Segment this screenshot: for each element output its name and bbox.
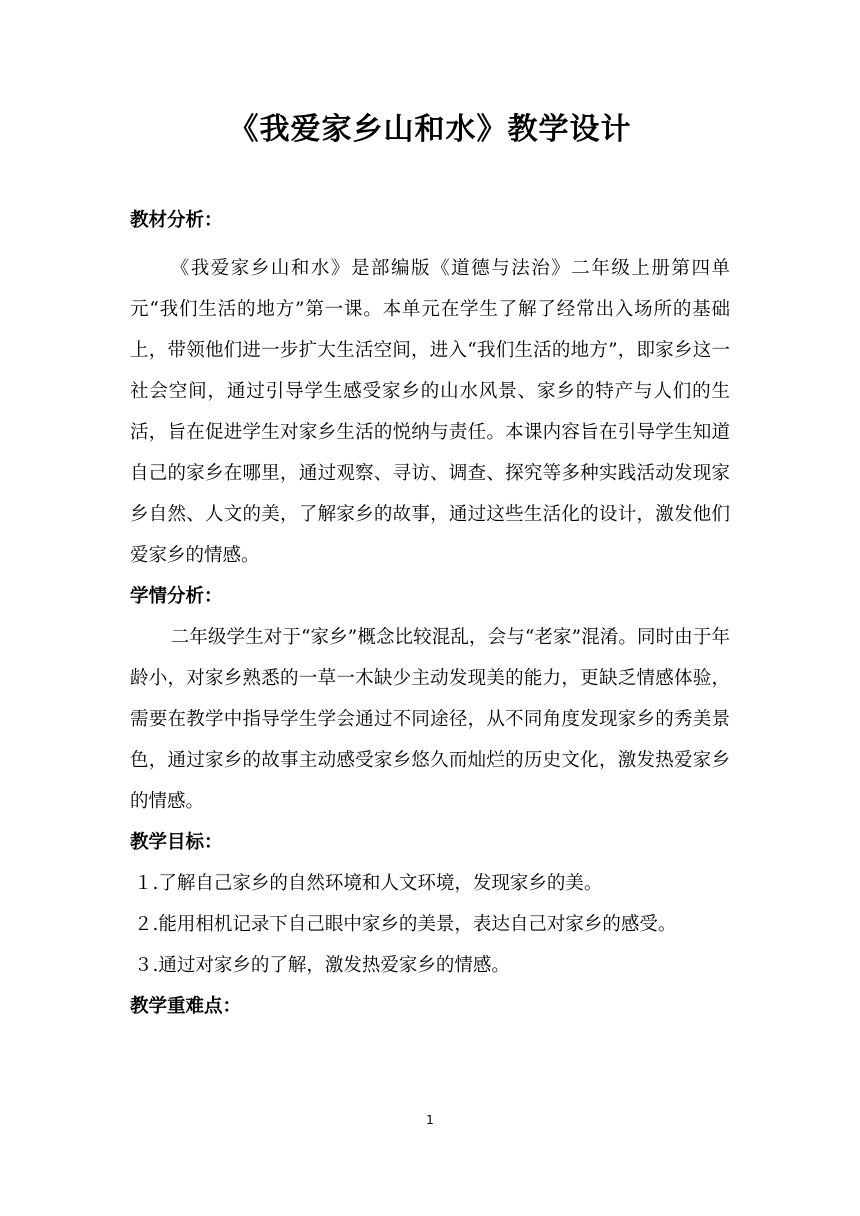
document-title: 《我爱家乡山和水》教学设计 (228, 112, 632, 147)
section-heading-teaching-goals: 教学目标： (130, 832, 223, 853)
section-heading-material-analysis: 教材分析： (130, 210, 223, 231)
teaching-goal-item: ３.通过对家乡的了解，激发热爱家乡的情感。 (134, 955, 510, 976)
material-analysis-paragraph: 《我爱家乡山和水》是部编版《道德与法治》二年级上册第四单元“我们生活的地方”第一课。本单元在学生了解了经常出入场所的基础上，带领他们进一步扩大生活空间，进入“我们生活的地方”，即家乡这一社会空间，通过引导学生感受家乡的山水风景、家乡的特产与人们的生活，旨在促进学生对家乡生活的悦纳与责任。本课内容旨在引导学生知道自己的家乡在哪里，通过观察、寻访、调查、探究等多种实践活动发现家乡自然、人文的美，了解家乡的故事，通过这些生活化的设计，激发他们爱家乡的情感。 (130, 258, 730, 566)
page-number: 1 (426, 1113, 434, 1127)
section-heading-learner-analysis: 学情分析： (130, 586, 223, 607)
section-heading-key-points: 教学重难点： (130, 996, 242, 1017)
document-body (130, 200, 730, 1027)
learner-analysis-paragraph: 二年级学生对于“家乡”概念比较混乱，会与“老家”混淆。同时由于年龄小，对家乡熟悉的一草一木缺少主动发现美的能力，更缺乏情感体验，需要在教学中指导学生学会通过不同途径，从不同角度发现家乡的秀美景色，通过家乡的故事主动感受家乡悠久而灿烂的历史文化，激发热爱家乡的情感。 (130, 627, 730, 812)
teaching-goal-item: １.了解自己家乡的自然环境和人文环境，发现家乡的美。 (134, 873, 603, 894)
teaching-goal-item: ２.能用相机记录下自己眼中家乡的美景，表达自己对家乡的感受。 (134, 914, 677, 935)
